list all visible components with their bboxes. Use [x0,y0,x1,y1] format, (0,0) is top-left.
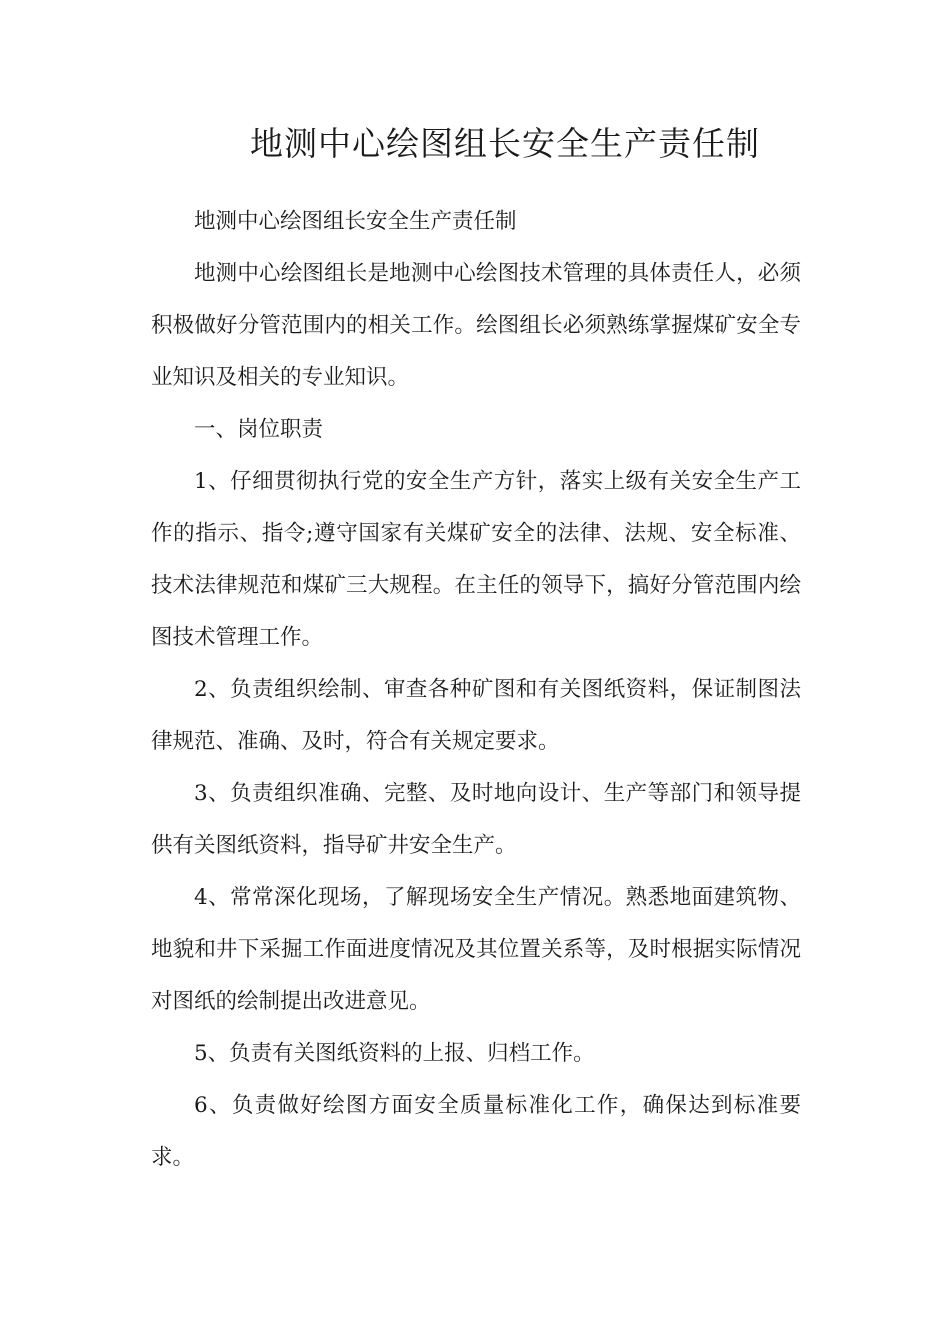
duty-item-1: 1、仔细贯彻执行党的安全生产方针，落实上级有关安全生产工作的指示、指令;遵守国家有关煤矿安全的法律、法规、安全标准、技术法律规范和煤矿三大规程。在主任的领导下，搞好分管范围内绘图技术管理工作。 [151,469,801,650]
duty-item-5: 5、负责有关图纸资料的上报、归档工作。 [194,1041,595,1066]
document-body [151,196,801,1184]
subtitle-paragraph: 地测中心绘图组长安全生产责任制 [194,209,517,234]
document-title: 地测中心绘图组长安全生产责任制 [250,124,760,163]
duty-item-6: 6、负责做好绘图方面安全质量标准化工作，确保达到标准要求。 [151,1093,801,1170]
duty-item-3: 3、负责组织准确、完整、及时地向设计、生产等部门和领导提供有关图纸资料，指导矿井安全生产。 [151,781,801,858]
duty-item-2: 2、负责组织绘制、审查各种矿图和有关图纸资料，保证制图法律规范、准确、及时，符合有关规定要求。 [151,677,801,754]
duty-item-4: 4、常常深化现场，了解现场安全生产情况。熟悉地面建筑物、地貌和井下采掘工作面进度情况及其位置关系等，及时根据实际情况对图纸的绘制提出改进意见。 [151,885,801,1014]
intro-paragraph: 地测中心绘图组长是地测中心绘图技术管理的具体责任人，必须积极做好分管范围内的相关工作。绘图组长必须熟练掌握煤矿安全专业知识及相关的专业知识。 [151,261,801,390]
section-heading: 一、岗位职责 [194,417,324,442]
